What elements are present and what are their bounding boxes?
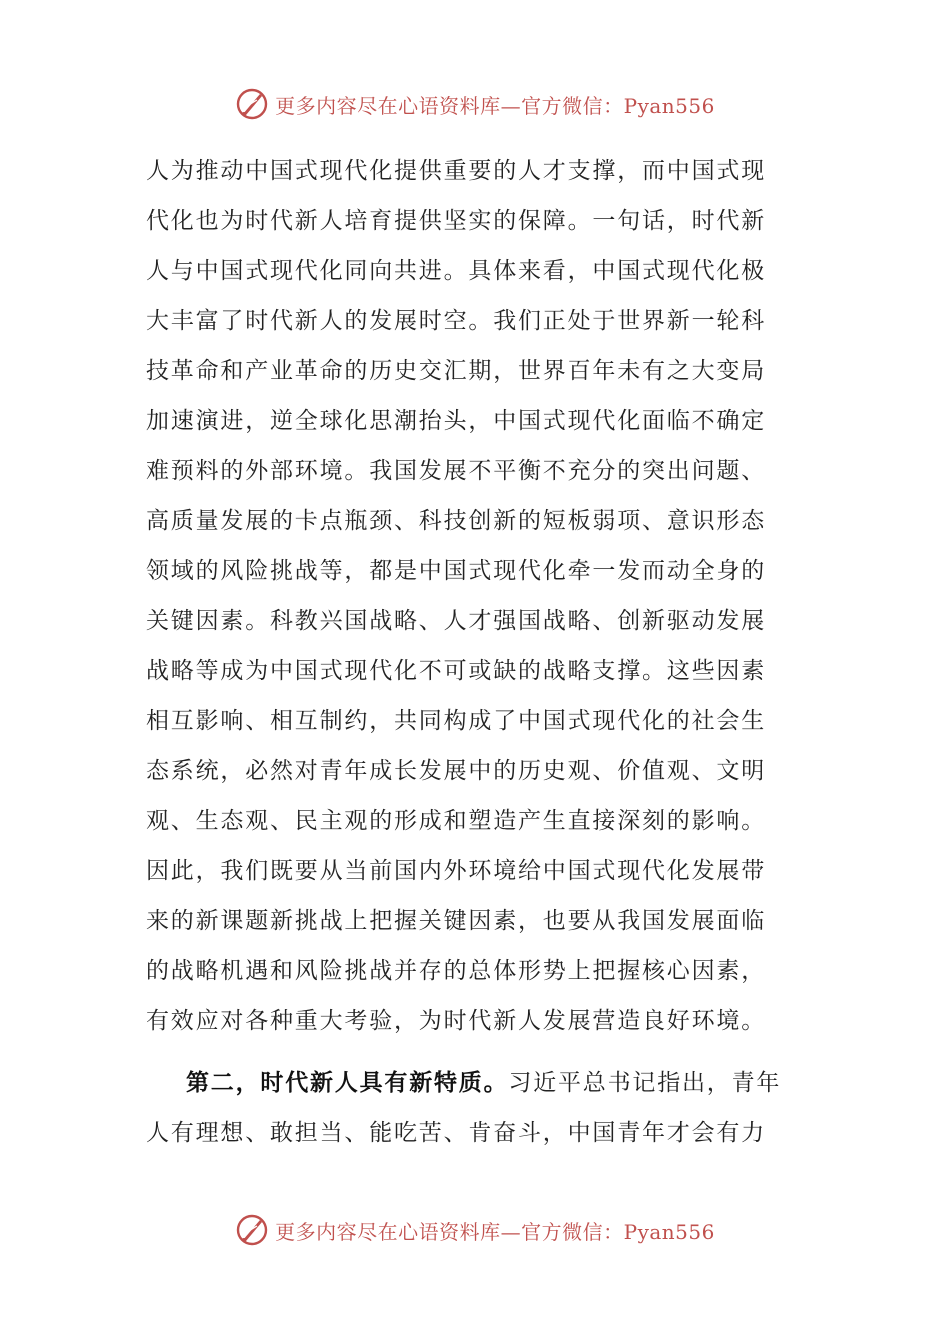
body-line: 人与中国式现代化同向共进。具体来看，中国式现代化极 [146, 258, 766, 284]
body-line: 来的新课题新挑战上把握关键因素，也要从我国发展面临 [146, 908, 766, 934]
header-watermark [0, 82, 950, 126]
body-line: 人有理想、敢担当、能吃苦、肯奋斗，中国青年才会有力 [146, 1120, 766, 1146]
body-line: 难预料的外部环境。我国发展不平衡不充分的突出问题、 [146, 458, 766, 484]
body-line: 技革命和产业革命的历史交汇期，世界百年未有之大变局 [146, 358, 766, 384]
body-line: 因此，我们既要从当前国内外环境给中国式现代化发展带 [146, 858, 766, 884]
body-line: 的战略机遇和风险挑战并存的总体形势上把握核心因素， [146, 958, 766, 984]
body-line: 高质量发展的卡点瓶颈、科技创新的短板弱项、意识形态 [146, 508, 766, 534]
document-body [146, 146, 806, 1158]
section-two-heading: 第二，时代新人具有新特质。 [186, 1069, 509, 1096]
footer-watermark-text: 更多内容尽在心语资料库—官方微信：Pyan556 [275, 1219, 715, 1244]
body-line: 大丰富了时代新人的发展时空。我们正处于世界新一轮科 [146, 308, 766, 334]
body-line: 态系统，必然对青年成长发展中的历史观、价值观、文明 [146, 758, 766, 784]
body-line: 有效应对各种重大考验，为时代新人发展营造良好环境。 [146, 1008, 766, 1034]
body-line: 加速演进，逆全球化思潮抬头，中国式现代化面临不确定 [146, 408, 766, 434]
quill-logo-icon [235, 87, 269, 121]
body-line: 战略等成为中国式现代化不可或缺的战略支撑。这些因素 [146, 658, 766, 684]
body-line: 人为推动中国式现代化提供重要的人才支撑，而中国式现 [146, 158, 766, 184]
section-two-first-line [146, 1058, 806, 1108]
body-line: 代化也为时代新人培育提供坚实的保障。一句话，时代新 [146, 208, 766, 234]
footer-watermark [0, 1208, 950, 1252]
body-line: 相互影响、相互制约，共同构成了中国式现代化的社会生 [146, 708, 766, 734]
body-line: 观、生态观、民主观的形成和塑造产生直接深刻的影响。 [146, 808, 766, 834]
header-watermark-text: 更多内容尽在心语资料库—官方微信：Pyan556 [275, 93, 715, 118]
body-line: 领域的风险挑战等，都是中国式现代化牵一发而动全身的 [146, 558, 766, 584]
body-line: 关键因素。科教兴国战略、人才强国战略、创新驱动发展 [146, 608, 766, 634]
section-two-text: 习近平总书记指出，青年 [508, 1070, 782, 1096]
quill-logo-icon [235, 1213, 269, 1247]
